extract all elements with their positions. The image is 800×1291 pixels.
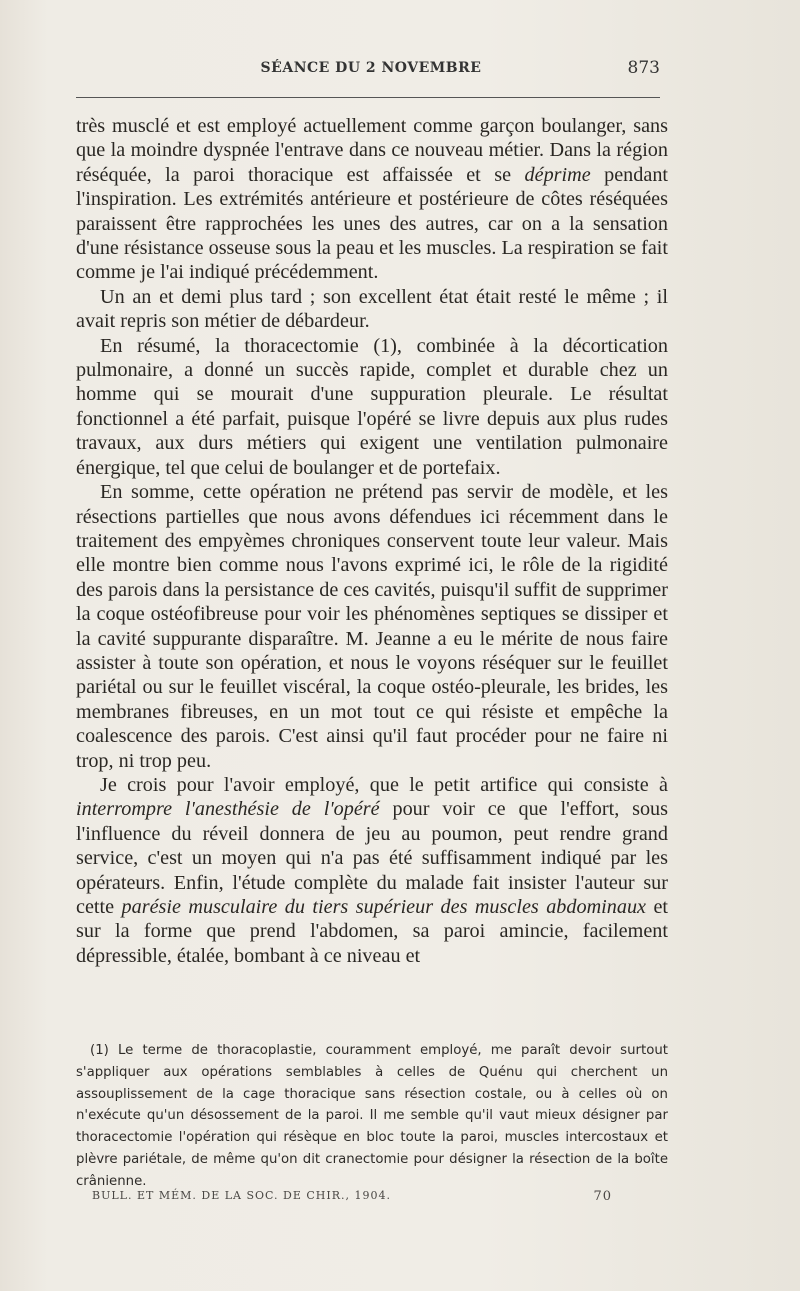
p5-emphasis-1: interrompre l'anesthésie de l'opéré [76,798,380,821]
page-header [76,58,666,86]
running-head: SÉANCE DU 2 NOVEMBRE [260,60,482,76]
p5-text-c: et sur la forme que prend l'abdomen, sa paroi amincie, facilement dépressible, étalée, bombant à ce niveau et [76,896,669,967]
paragraph-4: En somme, cette opération ne prétend pas servir de modèle, et les résections partielles que nous avons défendues ici récemment dans le traitement des empyèmes chroniques conservent toute leur valeur. Mais elle montre bien comme nous l'avons exprimé ici, le rôle de la rigidité des parois dans la persistance de ces cavités, puisqu'il suffit de supprimer la coque ostéofibreuse pour voir les phénomènes septiques se dissiper et la cavité suppurante disparaître. M. Jeanne a eu le mérite de nous faire assister à toute son opération, et nous le voyons réséquer sur le feuillet pariétal ou sur le feuillet viscéral, la coque ostéo-pleurale, les brides, les membranes fibreuses, en un mot tout ce qui résiste et empêche la coalescence des parois. C'est ainsi qu'il faut procéder pour ne faire ni trop, ni trop peu. [76,481,668,772]
paragraph-2: Un an et demi plus tard ; son excellent état était resté le même ; il avait repris son métier de débardeur. [76,285,668,333]
paragraph-5 [76,773,668,968]
p1-emphasis: déprime [524,163,591,186]
p5-text-b: pour voir ce que l'effort, sous l'influence du réveil donnera de jeu au poumon, peut rendre grand service, c'est un moyen qui n'a pas été suffisamment indiqué par les opérateurs. Enfin, l'étude complète du malade fait insister l'auteur sur cette [76,798,669,918]
p1-text: très musclé et est employé actuellement comme garçon boulanger, sans que la moindre dyspnée l'entrave dans ce nouveau métier. Dans la région réséquée, la paroi thoracique est affaissée et se [76,115,668,186]
p5-text-a: Je crois pour l'avoir employé, que le petit artifice qui consiste à [100,773,668,796]
signature-line [92,1189,612,1209]
p1-rest: pendant l'inspiration. Les extrémités antérieure et postérieure de côtes réséquées paraissent être rapprochées les unes des autres, car on a la sensation d'une résistance osseuse sous la peau et les muscles. La respiration se fait comme je l'ai indiqué précédemment. [76,163,669,284]
signature-number: 70 [593,1189,612,1204]
paragraph-3: En résumé, la thoracectomie (1), combinée à la décortication pulmonaire, a donné un succès rapide, complet et durable chez un homme qui se mourait d'une suppuration pleurale. Le résultat fonctionnel a été parfait, puisque l'opéré se livre depuis aux plus rudes travaux, aux durs métiers qui exigent une ventilation pulmonaire énergique, tel que celui de boulanger et de portefaix. [76,334,668,479]
body-text [76,114,668,968]
p5-emphasis-2: parésie musculaire du tiers supérieur des muscles abdominaux [121,896,646,918]
footnote: (1) Le terme de thoracoplastie, couramment employé, me paraît devoir surtout s'appliquer aux opérations semblables à celles de Quénu qui cherchent un assouplissement de la cage thoracique sans résection costale, ou à celles où on n'exécute qu'un désossement de la paroi. Il me semble qu'il vaut mieux désigner par thoracectomie l'opération qui résèque en bloc toute la paroi, muscles intercostaux et plèvre pariétale, de même qu'on dit cranectomie pour désigner la résection de la boîte crânienne. [76,1043,668,1189]
paragraph-1 [76,114,668,285]
page-number: 873 [627,58,660,78]
signature-journal: BULL. ET MÉM. DE LA SOC. DE CHIR., 1904. [92,1189,391,1202]
header-rule [76,97,660,98]
